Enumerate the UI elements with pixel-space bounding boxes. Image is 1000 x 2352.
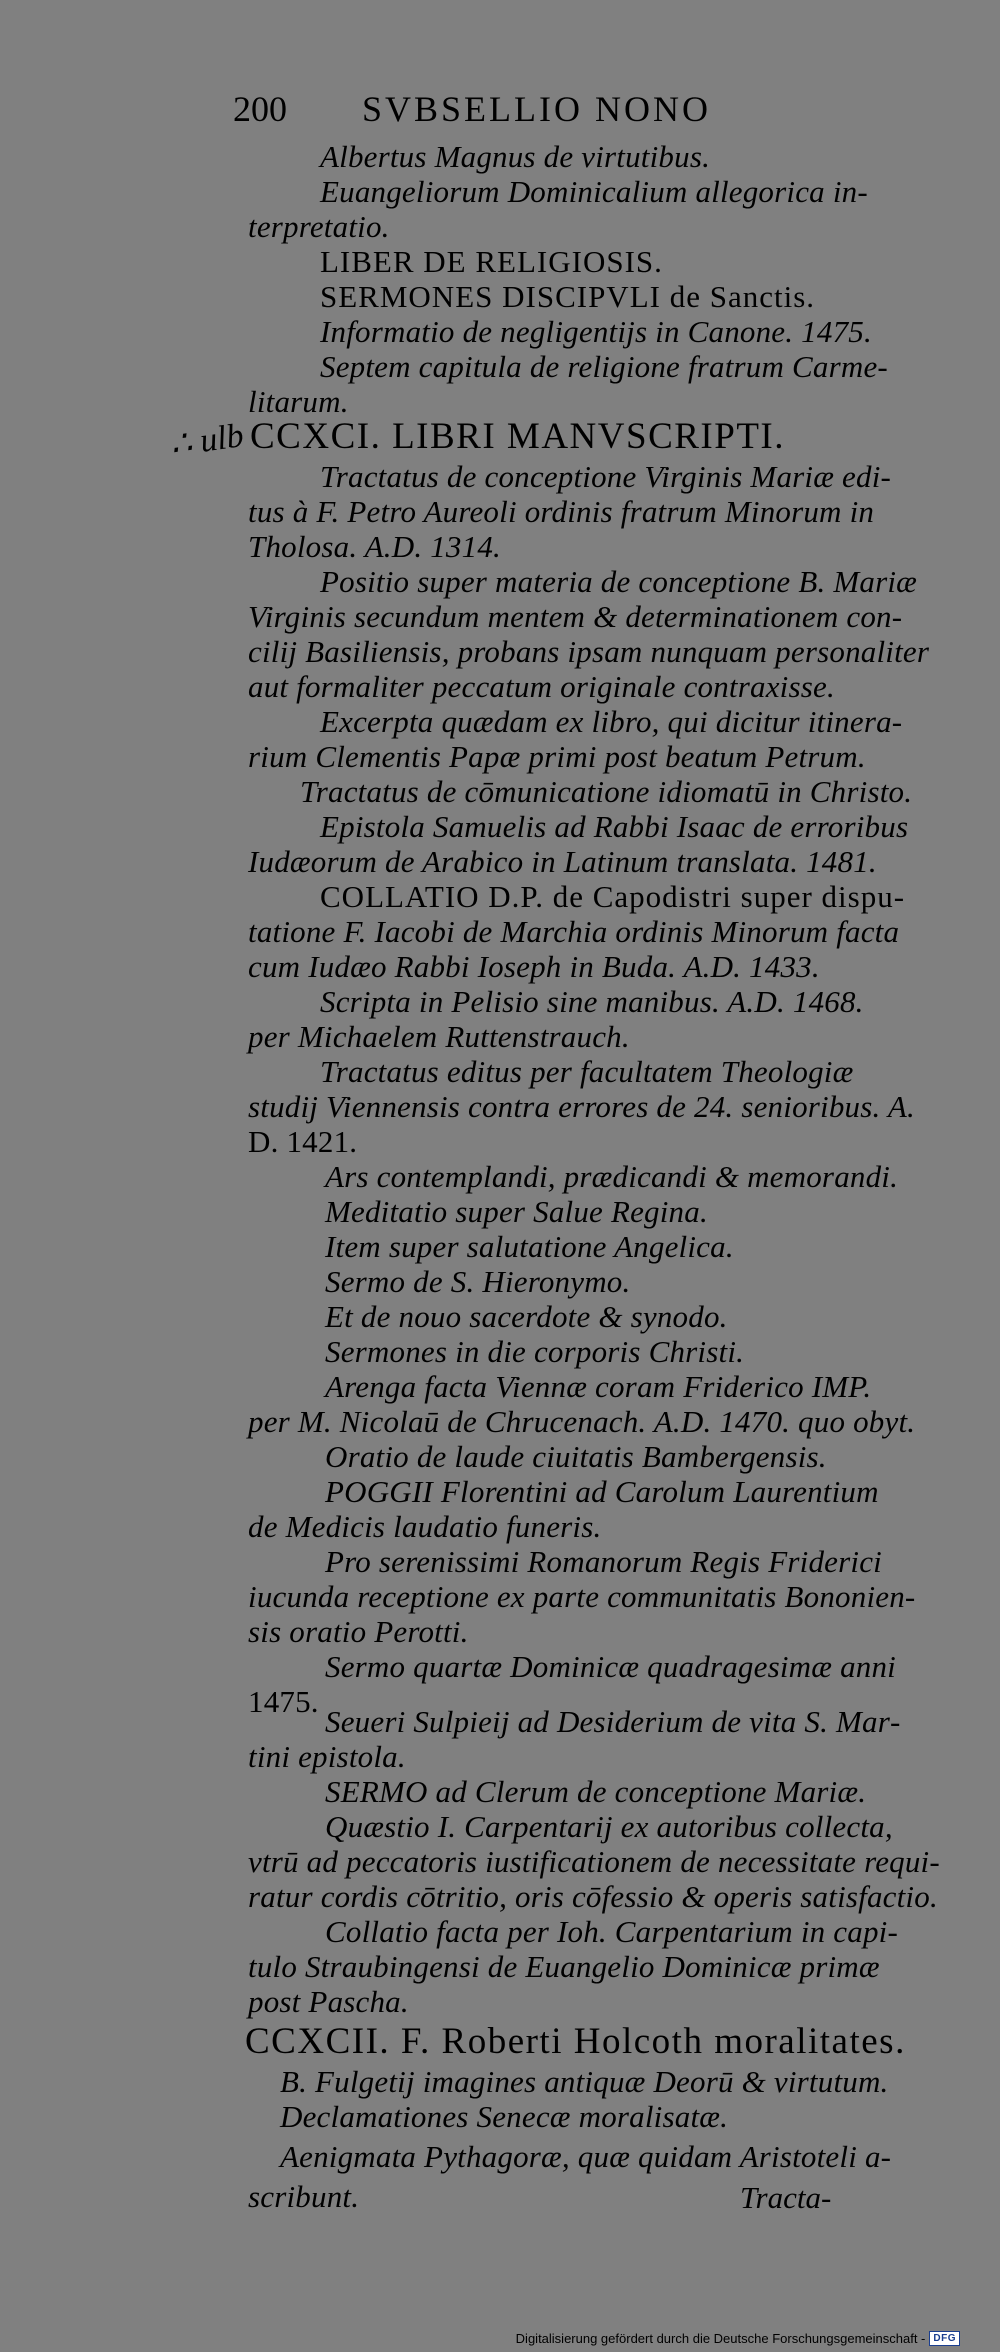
text-line: Tholosa. A.D. 1314. xyxy=(248,529,501,564)
text-line: cilij Basiliensis, probans ipsam nunquam personaliter xyxy=(248,634,930,669)
margin-annotation: ∴ ulb xyxy=(167,417,246,464)
text-line: aut formaliter peccatum originale contraxisse. xyxy=(248,669,835,704)
text-line: Virginis secundum mentem & determinationem con‐ xyxy=(248,599,903,634)
text-line: Informatio de negligentijs in Canone. 1475. xyxy=(320,314,872,349)
text-line: Sermones in die corporis Christi. xyxy=(325,1334,745,1369)
text-line: Tractatus editus per facultatem Theologiæ xyxy=(320,1054,854,1089)
text-line: CCXCII. F. Roberti Holcoth moralitates. xyxy=(245,2021,906,2062)
text-line: per Michaelem Ruttenstrauch. xyxy=(248,1019,630,1054)
text-line: Et de nouo sacerdote & synodo. xyxy=(325,1299,728,1334)
text-line: Euangeliorum Dominicalium allegorica in‐ xyxy=(320,174,868,209)
text-line: tulo Straubingensi de Euangelio Dominicæ primæ xyxy=(248,1949,880,1984)
text-line: Ars contemplandi, prædicandi & memorandi. xyxy=(325,1159,899,1194)
text-line: 1475. xyxy=(248,1684,319,1719)
text-line: vtrū ad peccatoris iustificationem de necessitate requi‐ xyxy=(248,1844,940,1879)
text-line: tatione F. Iacobi de Marchia ordinis Minorum facta xyxy=(248,914,900,949)
text-line: Item super salutatione Angelica. xyxy=(325,1229,734,1264)
text-line: COLLATIO D.P. de Capodistri super dispu‐ xyxy=(320,879,906,914)
text-line: LIBER DE RELIGIOSIS. xyxy=(320,244,663,279)
text-line: litarum. xyxy=(248,384,349,419)
text-line: SERMO ad Clerum de conceptione Mariæ. xyxy=(325,1774,867,1809)
text-line: iucunda receptione ex parte communitatis Bononien‐ xyxy=(248,1579,916,1614)
text-line: Albertus Magnus de virtutibus. xyxy=(320,139,711,174)
text-line: tini epistola. xyxy=(248,1739,406,1774)
text-line: ratur cordis cōtritio, oris cōfessio & operis satisfactio. xyxy=(248,1879,938,1914)
text-line: Oratio de laude ciuitatis Bambergensis. xyxy=(325,1439,827,1474)
text-line: SERMONES DISCIPVLI de Sanctis. xyxy=(320,279,816,314)
text-line: per M. Nicolaū de Chrucenach. A.D. 1470. quo obyt. xyxy=(248,1404,916,1439)
text-line: Meditatio super Salue Regina. xyxy=(325,1194,708,1229)
text-line: Quæstio I. Carpentarij ex autoribus collecta, xyxy=(325,1809,893,1844)
text-line: post Pascha. xyxy=(248,1984,409,2019)
text-line: studij Viennensis contra errores de 24. senioribus. A. xyxy=(248,1089,915,1124)
text-line: terpretatio. xyxy=(248,209,390,244)
running-title: SVBSELLIO NONO xyxy=(362,89,712,129)
text-line: sis oratio Perotti. xyxy=(248,1614,469,1649)
text-line: Sermo de S. Hieronymo. xyxy=(325,1264,631,1299)
text-line: Iudæorum de Arabico in Latinum translata. 1481. xyxy=(248,844,877,879)
text-line: CCXCI. LIBRI MANVSCRIPTI. xyxy=(250,416,785,457)
footer-text: Digitalisierung gefördert durch die Deutsche Forschungsgemeinschaft - xyxy=(515,2331,926,2346)
text-line: Tractatus de conceptione Virginis Mariæ edi‐ xyxy=(320,459,892,494)
text-line: Aenigmata Pythagoræ, quæ quidam Aristoteli a‐ xyxy=(280,2139,892,2174)
text-line: Septem capitula de religione fratrum Carme‐ xyxy=(320,349,888,384)
text-line: scribunt. xyxy=(248,2179,360,2214)
text-line: B. Fulgetij imagines antiquæ Deorū & virtutum. xyxy=(280,2064,889,2099)
text-line: de Medicis laudatio funeris. xyxy=(248,1509,602,1544)
text-line: Scripta in Pelisio sine manibus. A.D. 1468. xyxy=(320,984,864,1019)
page-number: 200 xyxy=(233,89,287,129)
text-line: Tractatus de cōmunicatione idiomatū in Christo. xyxy=(300,774,913,809)
text-line: Excerpta quædam ex libro, qui dicitur itinera‐ xyxy=(320,704,903,739)
text-line: POGGII Florentini ad Carolum Laurentium xyxy=(325,1474,879,1509)
catchword: Tracta‐ xyxy=(740,2180,832,2215)
digitization-footer xyxy=(516,2331,960,2346)
text-line: rium Clementis Papæ primi post beatum Petrum. xyxy=(248,739,866,774)
text-line: cum Iudæo Rabbi Ioseph in Buda. A.D. 1433. xyxy=(248,949,820,984)
text-line: Seueri Sulpieij ad Desiderium de vita S. Mar‐ xyxy=(325,1704,901,1739)
text-line: Declamationes Senecæ moralisatæ. xyxy=(280,2099,729,2134)
text-line: D. 1421. xyxy=(248,1124,358,1159)
text-line: Pro serenissimi Romanorum Regis Friderici xyxy=(325,1544,882,1579)
text-line: Collatio facta per Ioh. Carpentarium in capi‐ xyxy=(325,1914,898,1949)
text-line: Sermo quartæ Dominicæ quadragesimæ anni xyxy=(325,1649,896,1684)
text-line: Positio super materia de conceptione B. Mariæ xyxy=(320,564,918,599)
dfg-logo: DFG xyxy=(929,2331,960,2346)
text-line: tus à F. Petro Aureoli ordinis fratrum Minorum in xyxy=(248,494,875,529)
text-line: Arenga facta Viennæ coram Friderico IMP. xyxy=(325,1369,872,1404)
text-line: Epistola Samuelis ad Rabbi Isaac de erroribus xyxy=(320,809,909,844)
